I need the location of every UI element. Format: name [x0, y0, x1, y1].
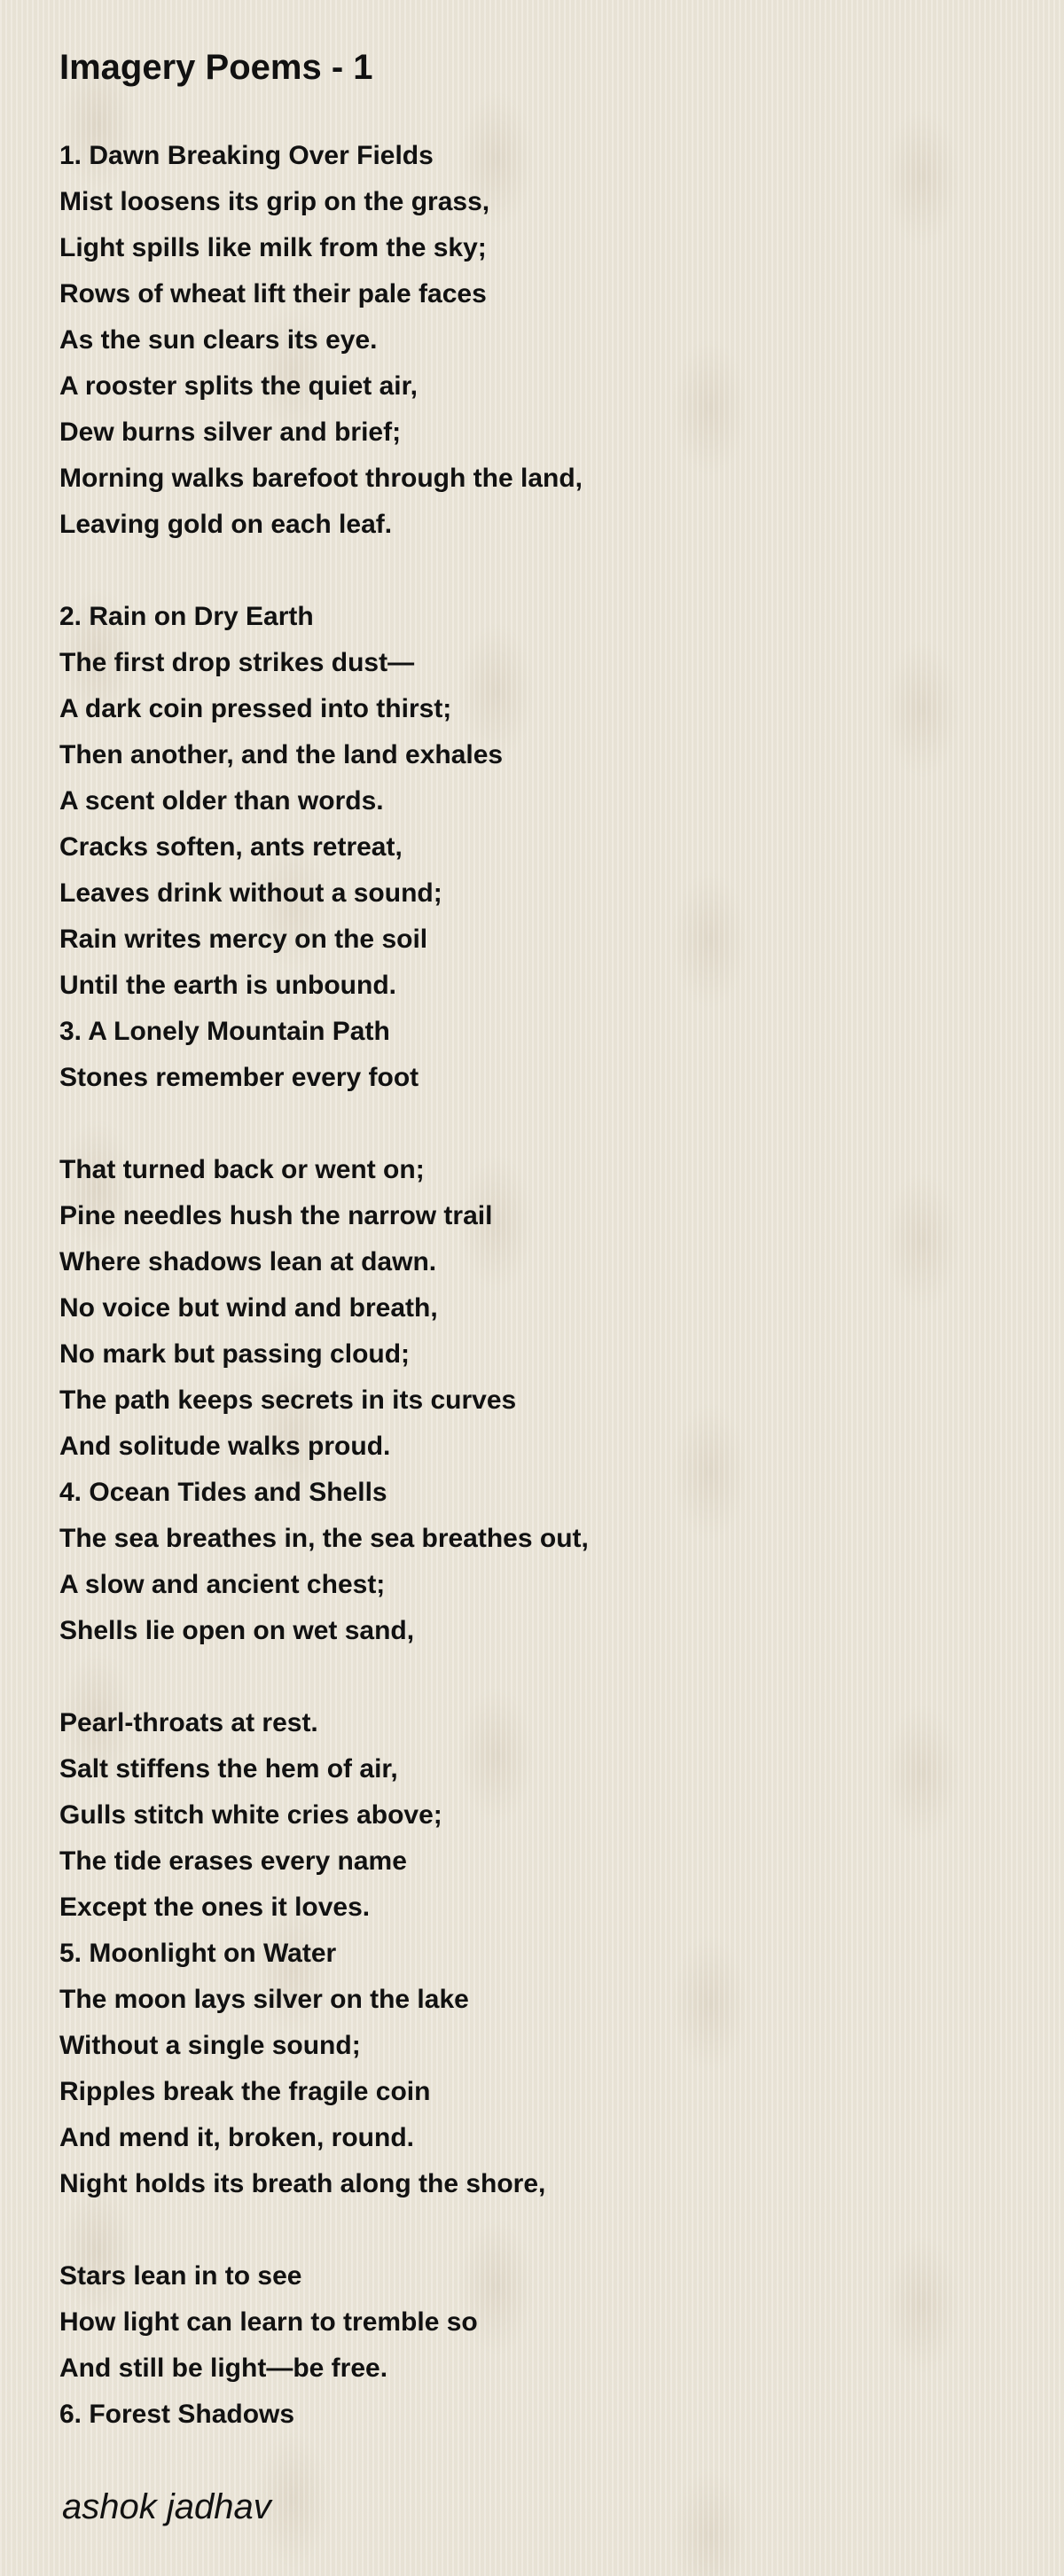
poem-line: And solitude walks proud.	[59, 1432, 391, 1461]
poem-line: Until the earth is unbound.	[59, 971, 396, 1000]
poem-body	[59, 133, 1035, 2438]
poem-title: Imagery Poems - 1	[59, 48, 373, 87]
poem-line: No voice but wind and breath,	[59, 1293, 438, 1323]
poem-line: The first drop strikes dust—	[59, 648, 415, 677]
stanza-break	[59, 2207, 1035, 2253]
poem-line: 6. Forest Shadows	[59, 2400, 295, 2429]
poem-line: And mend it, broken, round.	[59, 2123, 414, 2152]
poem-line: As the sun clears its eye.	[59, 325, 378, 355]
poem-line: Leaves drink without a sound;	[59, 878, 442, 908]
poem-line: The tide erases every name	[59, 1846, 407, 1876]
poem-line: Pearl-throats at rest.	[59, 1708, 318, 1737]
poem-line: Stones remember every foot	[59, 1063, 419, 1092]
poem-line: Cracks soften, ants retreat,	[59, 832, 403, 862]
poem-line: Rain writes mercy on the soil	[59, 925, 428, 954]
poem-line: Dew burns silver and brief;	[59, 418, 402, 447]
poem-line: A scent older than words.	[59, 786, 384, 816]
poem-line: Gulls stitch white cries above;	[59, 1800, 442, 1830]
poem-line: Light spills like milk from the sky;	[59, 233, 487, 262]
poem-line: 1. Dawn Breaking Over Fields	[59, 141, 434, 170]
poem-line: A rooster splits the quiet air,	[59, 371, 418, 401]
poem-line: And still be light—be free.	[59, 2354, 388, 2383]
poem-line: That turned back or went on;	[59, 1155, 425, 1184]
poem-line: A slow and ancient chest;	[59, 1570, 386, 1599]
poem-line: 3. A Lonely Mountain Path	[59, 1017, 390, 1046]
poem-line: The moon lays silver on the lake	[59, 1985, 469, 2014]
poem-line: Mist loosens its grip on the grass,	[59, 187, 490, 216]
poem-line: The path keeps secrets in its curves	[59, 1386, 517, 1415]
poem-line: A dark coin pressed into thirst;	[59, 694, 452, 723]
poem-line: The sea breathes in, the sea breathes out,	[59, 1524, 589, 1553]
poem-line: Then another, and the land exhales	[59, 740, 504, 769]
stanza-break	[59, 1101, 1035, 1147]
stanza-break	[59, 1654, 1035, 1700]
poem-line: 4. Ocean Tides and Shells	[59, 1478, 387, 1507]
poem-line: Rows of wheat lift their pale faces	[59, 279, 487, 308]
poem-line: Ripples break the fragile coin	[59, 2077, 431, 2106]
poem-line: No mark but passing cloud;	[59, 1339, 411, 1369]
poem-line: 5. Moonlight on Water	[59, 1939, 337, 1968]
poem-line: Pine needles hush the narrow trail	[59, 1201, 493, 1230]
poem-line: Night holds its breath along the shore,	[59, 2169, 546, 2198]
poem-line: Without a single sound;	[59, 2031, 361, 2060]
poem-line: Morning walks barefoot through the land,	[59, 464, 583, 493]
poem-line: Leaving gold on each leaf.	[59, 510, 393, 539]
poem-line: Where shadows lean at dawn.	[59, 1247, 437, 1276]
poem-line: Stars lean in to see	[59, 2261, 302, 2291]
poem-line: Except the ones it loves.	[59, 1893, 371, 1922]
poem-line: 2. Rain on Dry Earth	[59, 602, 314, 631]
poem-line: Shells lie open on wet sand,	[59, 1616, 415, 1645]
author-signature[interactable]: ashok jadhav	[62, 2487, 271, 2526]
poem-line: Salt stiffens the hem of air,	[59, 1754, 398, 1784]
stanza-break	[59, 548, 1035, 594]
poem-line: How light can learn to tremble so	[59, 2307, 478, 2337]
